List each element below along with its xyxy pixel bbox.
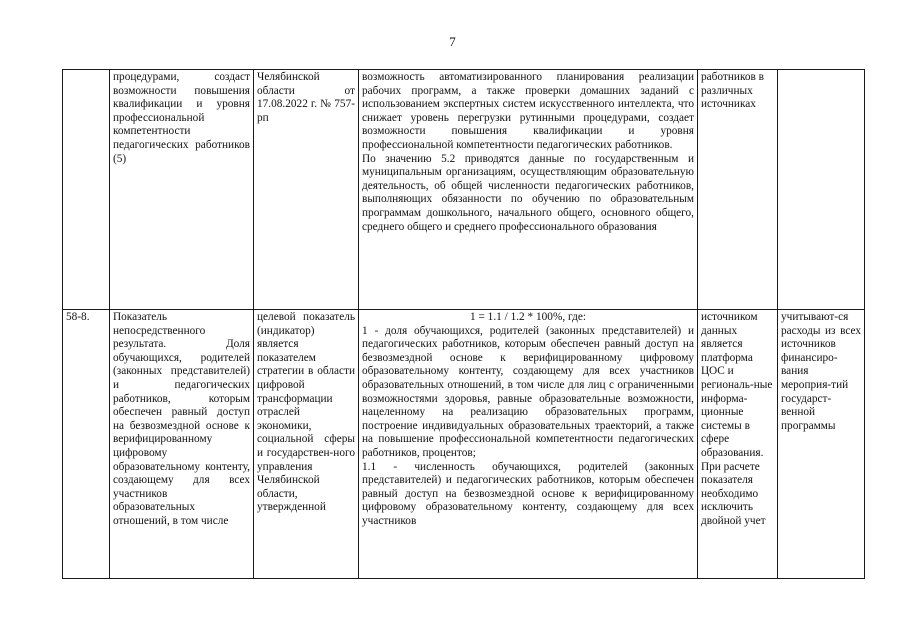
row-number-cell [63,70,110,310]
data-source-cell: работников в различных источниках [698,70,778,310]
data-source-cell: источником данных является платформа ЦОС и региональ-ные информа-ционные системы в сфере образования. При расчете показателя необходимо исключить двойной учет [698,310,778,579]
methodology-cell [359,310,698,579]
indicator-type-cell: Челябинской области от 17.08.2022 г. № 757-рп [254,70,359,310]
methodology-paragraph: возможность автоматизированного планирования реализации рабочих программ, а также проверки домашних заданий с использованием экспертных систем искусственного интеллекта, что снижает уровень перегрузки рутинными процедурами, создает возможности повышения квалификации и уровня профессиональной компетентности педагогических работников. [362,71,694,151]
page-number: 7 [449,34,456,49]
methodology-paragraph: 1 - доля обучающихся, родителей (законных представителей) и педагогических работников, которым обеспечен равный доступ на безвозмездной основе к верифицированному цифровому образовательному контенту, создающему для всех участников образовательных отношений, в том числе для лиц с ограниченными возможностями здоровья, равные образовательные возможности, нацеленному на реализацию образовательных программ, построение индивидуальных образовательных траекторий, а также на повышение профессиональной компетентности педагогических работников, процентов; [362,324,694,459]
methodology-paragraph: 1.1 - численность обучающихся, родителей (законных представителей) и педагогических работников, которым обеспечен равный доступ на безвозмездной основе к верифицированному цифровому образовательному контенту, создающему для всех участников [362,460,694,527]
table-row [63,310,865,579]
methodology-cell [359,70,698,310]
indicator-type-cell: целевой показатель (индикатор) является показателем стратегии в области цифровой трансформации отраслей экономики, социальной сферы и государствен-ного управления Челябинской области, утвержденной [254,310,359,579]
row-number-cell: 58-8. [63,310,110,579]
indicator-name-cell: Показатель непосредственного результата. Доля обучающихся, родителей (законных представителей) и педагогических работников, которым обеспечен равный доступ на безвозмездной основе к верифицированному цифровому образовательному контенту, создающему для всех участников образовательных отношений, в том числе [110,310,254,579]
formula: 1 = 1.1 / 1.2 * 100%, где: [470,311,586,323]
indicators-table [62,69,865,579]
table-row [63,70,865,310]
notes-cell [778,70,865,310]
indicator-name-cell: процедурами, создаст возможности повышения квалификации и уровня профессиональной компетентности педагогических работников (5) [110,70,254,310]
methodology-paragraph: По значению 5.2 приводятся данные по государственным и муниципальным организациям, осуществляющим образовательную деятельность, об общей численности педагогических работников, выполняющих обязанности по обучению по образовательным программам дошкольного, начального общего, основного общего, среднего общего и среднего профессионального образования [362,152,694,233]
notes-cell: учитывают-ся расходы из всех источников финансиро-вания мероприя-тий государст-венной программы [778,310,865,579]
